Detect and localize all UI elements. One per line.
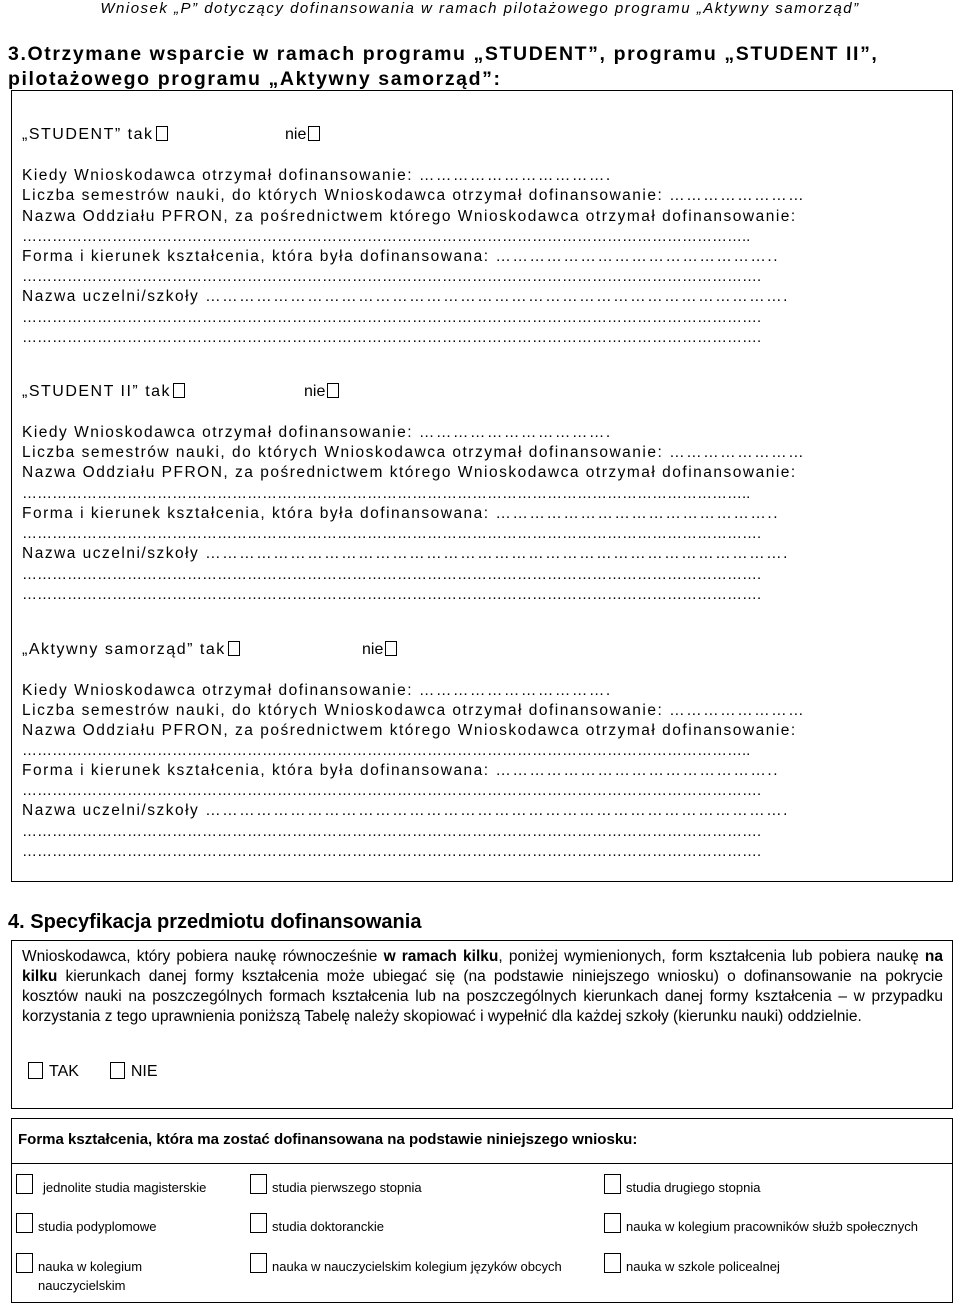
program-aktywny-samorzad-yes-checkbox[interactable] [228,641,240,656]
field-uczelnia-input-2[interactable]: …………………………………………………………………………………………………………………………………. [22,843,762,860]
nie-label: NIE [130,1063,158,1080]
field-forma-input[interactable]: …………………………………………………………………………………………………………………………………. [22,268,762,285]
field-forma-input[interactable]: …………………………………………………………………………………………………………………………………. [22,782,762,799]
document-header: Wniosek „P” dotyczący dofinansowania w ramach pilotażowego programu „Aktywny samorząd” [100,0,860,17]
section-4-title: 4. Specyfikacja przedmiotu dofinansowania [8,911,422,933]
option-checkbox[interactable] [16,1174,33,1194]
section-3-title-line1: 3.Otrzymane wsparcie w ramach programu „STUDENT”, programu „STUDENT II”, [8,43,879,65]
program-aktywny-samorzad-row [22,640,384,660]
paragraph-text: , poniżej wymienionych, form kształcenia lub pobiera naukę [498,948,925,965]
field-liczba-semestrow[interactable]: Liczba semestrów nauki, do których Wnioskodawca otrzymał dofinansowanie: …………………… [22,702,806,719]
forma-ksztalcenia-title: Forma kształcenia, która ma zostać dofinansowana na podstawie niniejszego wniosku: [18,1131,638,1148]
option-checkbox[interactable] [250,1213,267,1233]
field-oddzial-input[interactable]: ……………………………………………………………………………………………………………………………….. [22,485,751,502]
program-student-yes-checkbox[interactable] [156,126,168,141]
program-aktywny-samorzad-label: „Aktywny samorząd” tak [22,641,226,658]
program-student-label: „STUDENT” tak [22,126,154,143]
tak-nie-row [28,1062,158,1081]
field-liczba-semestrow[interactable]: Liczba semestrów nauki, do których Wnioskodawca otrzymał dofinansowanie: …………………… [22,187,806,204]
program-student-ii-no-checkbox[interactable] [327,383,339,398]
divider [11,1163,953,1164]
program-student-ii-label: „STUDENT II” tak [22,383,172,400]
field-uczelnia[interactable]: Nazwa uczelni/szkoły …………………………………………………………………………………………. [22,545,789,562]
section-3-title [8,42,878,92]
option-checkbox[interactable] [604,1174,621,1194]
option-checkbox[interactable] [604,1213,621,1233]
program-student-ii-row [22,382,326,402]
field-uczelnia-input-1[interactable]: …………………………………………………………………………………………………………………………………. [22,566,762,583]
field-forma-input[interactable]: …………………………………………………………………………………………………………………………………. [22,525,762,542]
field-kiedy[interactable]: Kiedy Wnioskodawca otrzymał dofinansowanie: ……………………………. [22,424,612,441]
field-kiedy[interactable]: Kiedy Wnioskodawca otrzymał dofinansowanie: ……………………………. [22,682,612,699]
field-kiedy[interactable]: Kiedy Wnioskodawca otrzymał dofinansowanie: ……………………………. [22,167,612,184]
field-uczelnia-input-2[interactable]: …………………………………………………………………………………………………………………………………. [22,586,762,603]
program-aktywny-samorzad-no-label: nie [362,641,384,658]
field-uczelnia-input-1[interactable]: …………………………………………………………………………………………………………………………………. [22,309,762,326]
field-oddzial-label: Nazwa Oddziału PFRON, za pośrednictwem którego Wnioskodawca otrzymał dofinansowanie: [22,722,797,739]
program-student-no-label: nie [285,126,307,143]
program-student-ii-no-label: nie [304,383,326,400]
paragraph-bold: na kilku [22,948,943,985]
paragraph-bold: w ramach kilku [383,948,499,965]
field-oddzial-input[interactable]: ……………………………………………………………………………………………………………………………….. [22,228,751,245]
field-oddzial-label: Nazwa Oddziału PFRON, za pośrednictwem którego Wnioskodawca otrzymał dofinansowanie: [22,208,797,225]
program-aktywny-samorzad-no-checkbox[interactable] [385,641,397,656]
program-student-ii-yes-checkbox[interactable] [173,383,185,398]
field-forma-kierunek[interactable]: Forma i kierunek kształcenia, która była dofinansowana: ………………………………………….. [22,248,780,265]
option-checkbox[interactable] [250,1174,267,1194]
nie-checkbox[interactable] [110,1062,125,1079]
field-uczelnia-input-1[interactable]: …………………………………………………………………………………………………………………………………. [22,823,762,840]
section-3-title-line2: pilotażowego programu „Aktywny samorząd”: [8,68,502,90]
option-checkbox[interactable] [250,1253,267,1273]
option-checkbox[interactable] [16,1253,33,1273]
paragraph-text: Wnioskodawca, który pobiera naukę równocześnie [22,948,384,965]
field-forma-kierunek[interactable]: Forma i kierunek kształcenia, która była dofinansowana: ………………………………………….. [22,505,780,522]
field-oddzial-input[interactable]: ……………………………………………………………………………………………………………………………….. [22,742,751,759]
program-student-row [22,125,307,145]
tak-checkbox[interactable] [28,1062,43,1079]
field-forma-kierunek[interactable]: Forma i kierunek kształcenia, która była dofinansowana: ………………………………………….. [22,762,780,779]
section-4-paragraph [22,947,943,1027]
paragraph-text: kierunkach danej formy kształcenia może ubiegać się (na podstawie niniejszego wniosku) o dofinansowanie na pokrycie kosztów nauki na poszczególnych formach kształcenia lub na poszczególnych kierunkach danej formy kształcenia – w przypadku korzystania z tego uprawnienia poniższą Tabelę należy skopiować i wypełnić dla każdej szkoły (kierunku nauki) oddzielnie. [22,968,943,1025]
tak-label: TAK [49,1063,79,1080]
option-checkbox[interactable] [16,1213,33,1233]
option-checkbox[interactable] [604,1253,621,1273]
field-oddzial-label: Nazwa Oddziału PFRON, za pośrednictwem którego Wnioskodawca otrzymał dofinansowanie: [22,464,797,481]
program-student-no-checkbox[interactable] [308,126,320,141]
field-liczba-semestrow[interactable]: Liczba semestrów nauki, do których Wnioskodawca otrzymał dofinansowanie: …………………… [22,444,806,461]
field-uczelnia-input-2[interactable]: …………………………………………………………………………………………………………………………………. [22,329,762,346]
field-uczelnia[interactable]: Nazwa uczelni/szkoły …………………………………………………………………………………………. [22,802,789,819]
field-uczelnia[interactable]: Nazwa uczelni/szkoły …………………………………………………………………………………………. [22,288,789,305]
